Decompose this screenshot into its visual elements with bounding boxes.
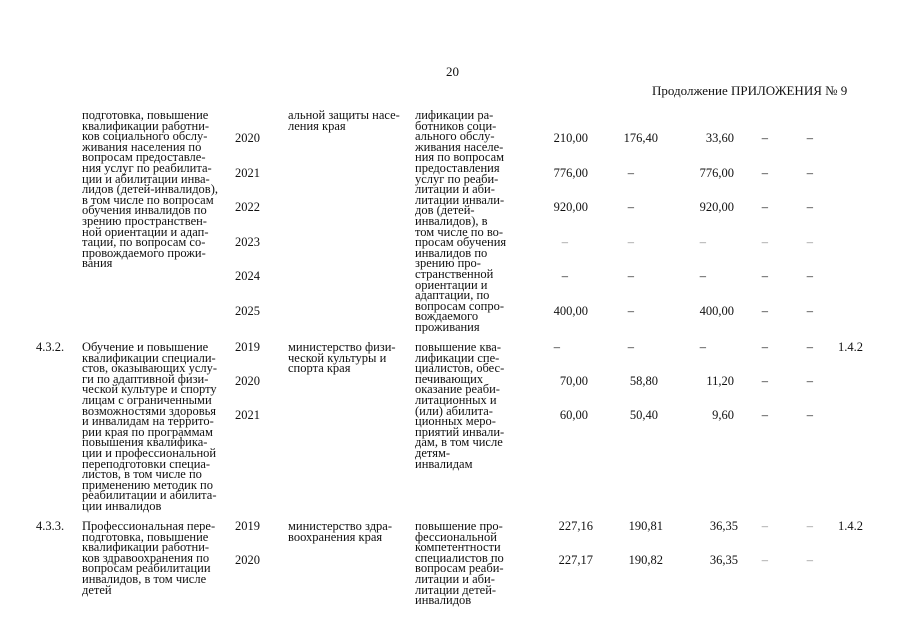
other-value: – bbox=[806, 166, 813, 180]
regional-value: – bbox=[699, 235, 706, 249]
federal-value: – bbox=[627, 200, 634, 214]
item-executor: альной защиты насе- ления края bbox=[288, 108, 400, 133]
year: 2024 bbox=[235, 269, 260, 283]
year: 2022 bbox=[235, 200, 260, 214]
year: 2020 bbox=[235, 374, 260, 388]
item-executor: министерство физи- ческой культуры и спорта края bbox=[288, 340, 396, 376]
year: 2019 bbox=[235, 340, 260, 354]
item-executor: министерство здра- воохранения края bbox=[288, 519, 393, 544]
municipal-value: – bbox=[761, 374, 768, 388]
total-value: – bbox=[561, 235, 568, 249]
regional-value: 11,20 bbox=[706, 374, 734, 388]
federal-value: 190,82 bbox=[628, 553, 663, 567]
year: 2025 bbox=[235, 304, 260, 318]
total-value: 776,00 bbox=[553, 166, 588, 180]
regional-value: 9,60 bbox=[712, 408, 734, 422]
item-result: лификации ра- ботников соци- ального обслу- живания населе- ния по вопросам предоставления услуг по реаби- литации и аби- литации инвали- дов (детей- инвалидов), в том числе по во- просам обучения инвалидов по зрению про- странственной ориентации и адаптации, по вопросам сопро- вождаемого проживания bbox=[415, 108, 507, 334]
federal-value: – bbox=[627, 166, 634, 180]
other-value: – bbox=[806, 553, 813, 567]
year: 2020 bbox=[235, 553, 260, 567]
indicator-number: 1.4.2 bbox=[838, 340, 863, 354]
total-value: 227,16 bbox=[558, 519, 593, 533]
municipal-value: – bbox=[761, 269, 768, 283]
other-value: – bbox=[806, 269, 813, 283]
year: 2021 bbox=[235, 166, 260, 180]
municipal-value: – bbox=[761, 340, 768, 354]
municipal-value: – bbox=[761, 304, 768, 318]
total-value: 60,00 bbox=[559, 408, 588, 422]
total-value: 400,00 bbox=[553, 304, 588, 318]
municipal-value: – bbox=[761, 553, 768, 567]
regional-value: – bbox=[699, 340, 706, 354]
regional-value: 400,00 bbox=[699, 304, 734, 318]
total-value: 227,17 bbox=[558, 553, 593, 567]
item-result: повышение про- фессиональной компетентности специалистов по вопросам реаби- литации и аби- литации детей- инвалидов bbox=[415, 519, 504, 608]
municipal-value: – bbox=[761, 131, 768, 145]
federal-value: – bbox=[627, 235, 634, 249]
federal-value: 176,40 bbox=[623, 131, 658, 145]
municipal-value: – bbox=[761, 166, 768, 180]
municipal-value: – bbox=[761, 235, 768, 249]
municipal-value: – bbox=[761, 408, 768, 422]
year: 2019 bbox=[235, 519, 260, 533]
total-value: 70,00 bbox=[559, 374, 588, 388]
other-value: – bbox=[806, 304, 813, 318]
regional-value: 36,35 bbox=[709, 553, 738, 567]
other-value: – bbox=[806, 374, 813, 388]
year: 2020 bbox=[235, 131, 260, 145]
total-value: 920,00 bbox=[553, 200, 588, 214]
item-number: 4.3.2. bbox=[36, 340, 65, 354]
item-name: Обучение и повышение квалификации специали- стов, оказывающих услу- ги по адаптивной физи- ческой культуре и спорту лицам с ограниченными возможностями здоровья и инвалидам на террито- рии края по программам повышения квалифика- ции и профессиональной переподготовки специа- листов, в том числе по применению методик по реабилитации и абилита- ции инвалидов bbox=[82, 340, 218, 513]
regional-value: 776,00 bbox=[699, 166, 734, 180]
continuation-header: Продолжение ПРИЛОЖЕНИЯ № 9 bbox=[652, 83, 848, 98]
other-value: – bbox=[806, 235, 813, 249]
municipal-value: – bbox=[761, 519, 768, 533]
federal-value: – bbox=[627, 340, 634, 354]
municipal-value: – bbox=[761, 200, 768, 214]
federal-value: 50,40 bbox=[629, 408, 658, 422]
item-number: 4.3.3. bbox=[36, 519, 65, 533]
other-value: – bbox=[806, 340, 813, 354]
item-result: повышение ква- лификации спе- циалистов, обес- печивающих оказание реаби- литационных и (или) абилита- ционных меро- приятий инвали- дам, в том числе детям- инвалидам bbox=[415, 340, 505, 471]
other-value: – bbox=[806, 131, 813, 145]
other-value: – bbox=[806, 200, 813, 214]
item-name: Профессиональная пере- подготовка, повышение квалификации работни- ков здравоохранения по вопросам реабилитации инвалидов, в том числе детей bbox=[82, 519, 216, 597]
other-value: – bbox=[806, 408, 813, 422]
item-name: подготовка, повышение квалификации работни- ков социального обслу- живания населения по вопросам предоставле- ния услуг по реабилита- ции и абилитации инва- лидов (детей-инвалидов), в том числе по вопросам обучения инвалидов по зрению пространствен- ной ориентации и адап- тации, по вопросам со- провождаемого прожи- вания bbox=[82, 108, 218, 271]
page-number: 20 bbox=[446, 64, 459, 79]
indicator-number: 1.4.2 bbox=[838, 519, 863, 533]
regional-value: 36,35 bbox=[709, 519, 738, 533]
total-value: – bbox=[561, 269, 568, 283]
regional-value: 33,60 bbox=[705, 131, 734, 145]
federal-value: – bbox=[627, 304, 634, 318]
federal-value: – bbox=[627, 269, 634, 283]
regional-value: – bbox=[699, 269, 706, 283]
year: 2021 bbox=[235, 408, 260, 422]
other-value: – bbox=[806, 519, 813, 533]
federal-value: 190,81 bbox=[628, 519, 663, 533]
total-value: 210,00 bbox=[553, 131, 588, 145]
regional-value: 920,00 bbox=[699, 200, 734, 214]
year: 2023 bbox=[235, 235, 260, 249]
total-value: – bbox=[553, 340, 560, 354]
federal-value: 58,80 bbox=[629, 374, 658, 388]
